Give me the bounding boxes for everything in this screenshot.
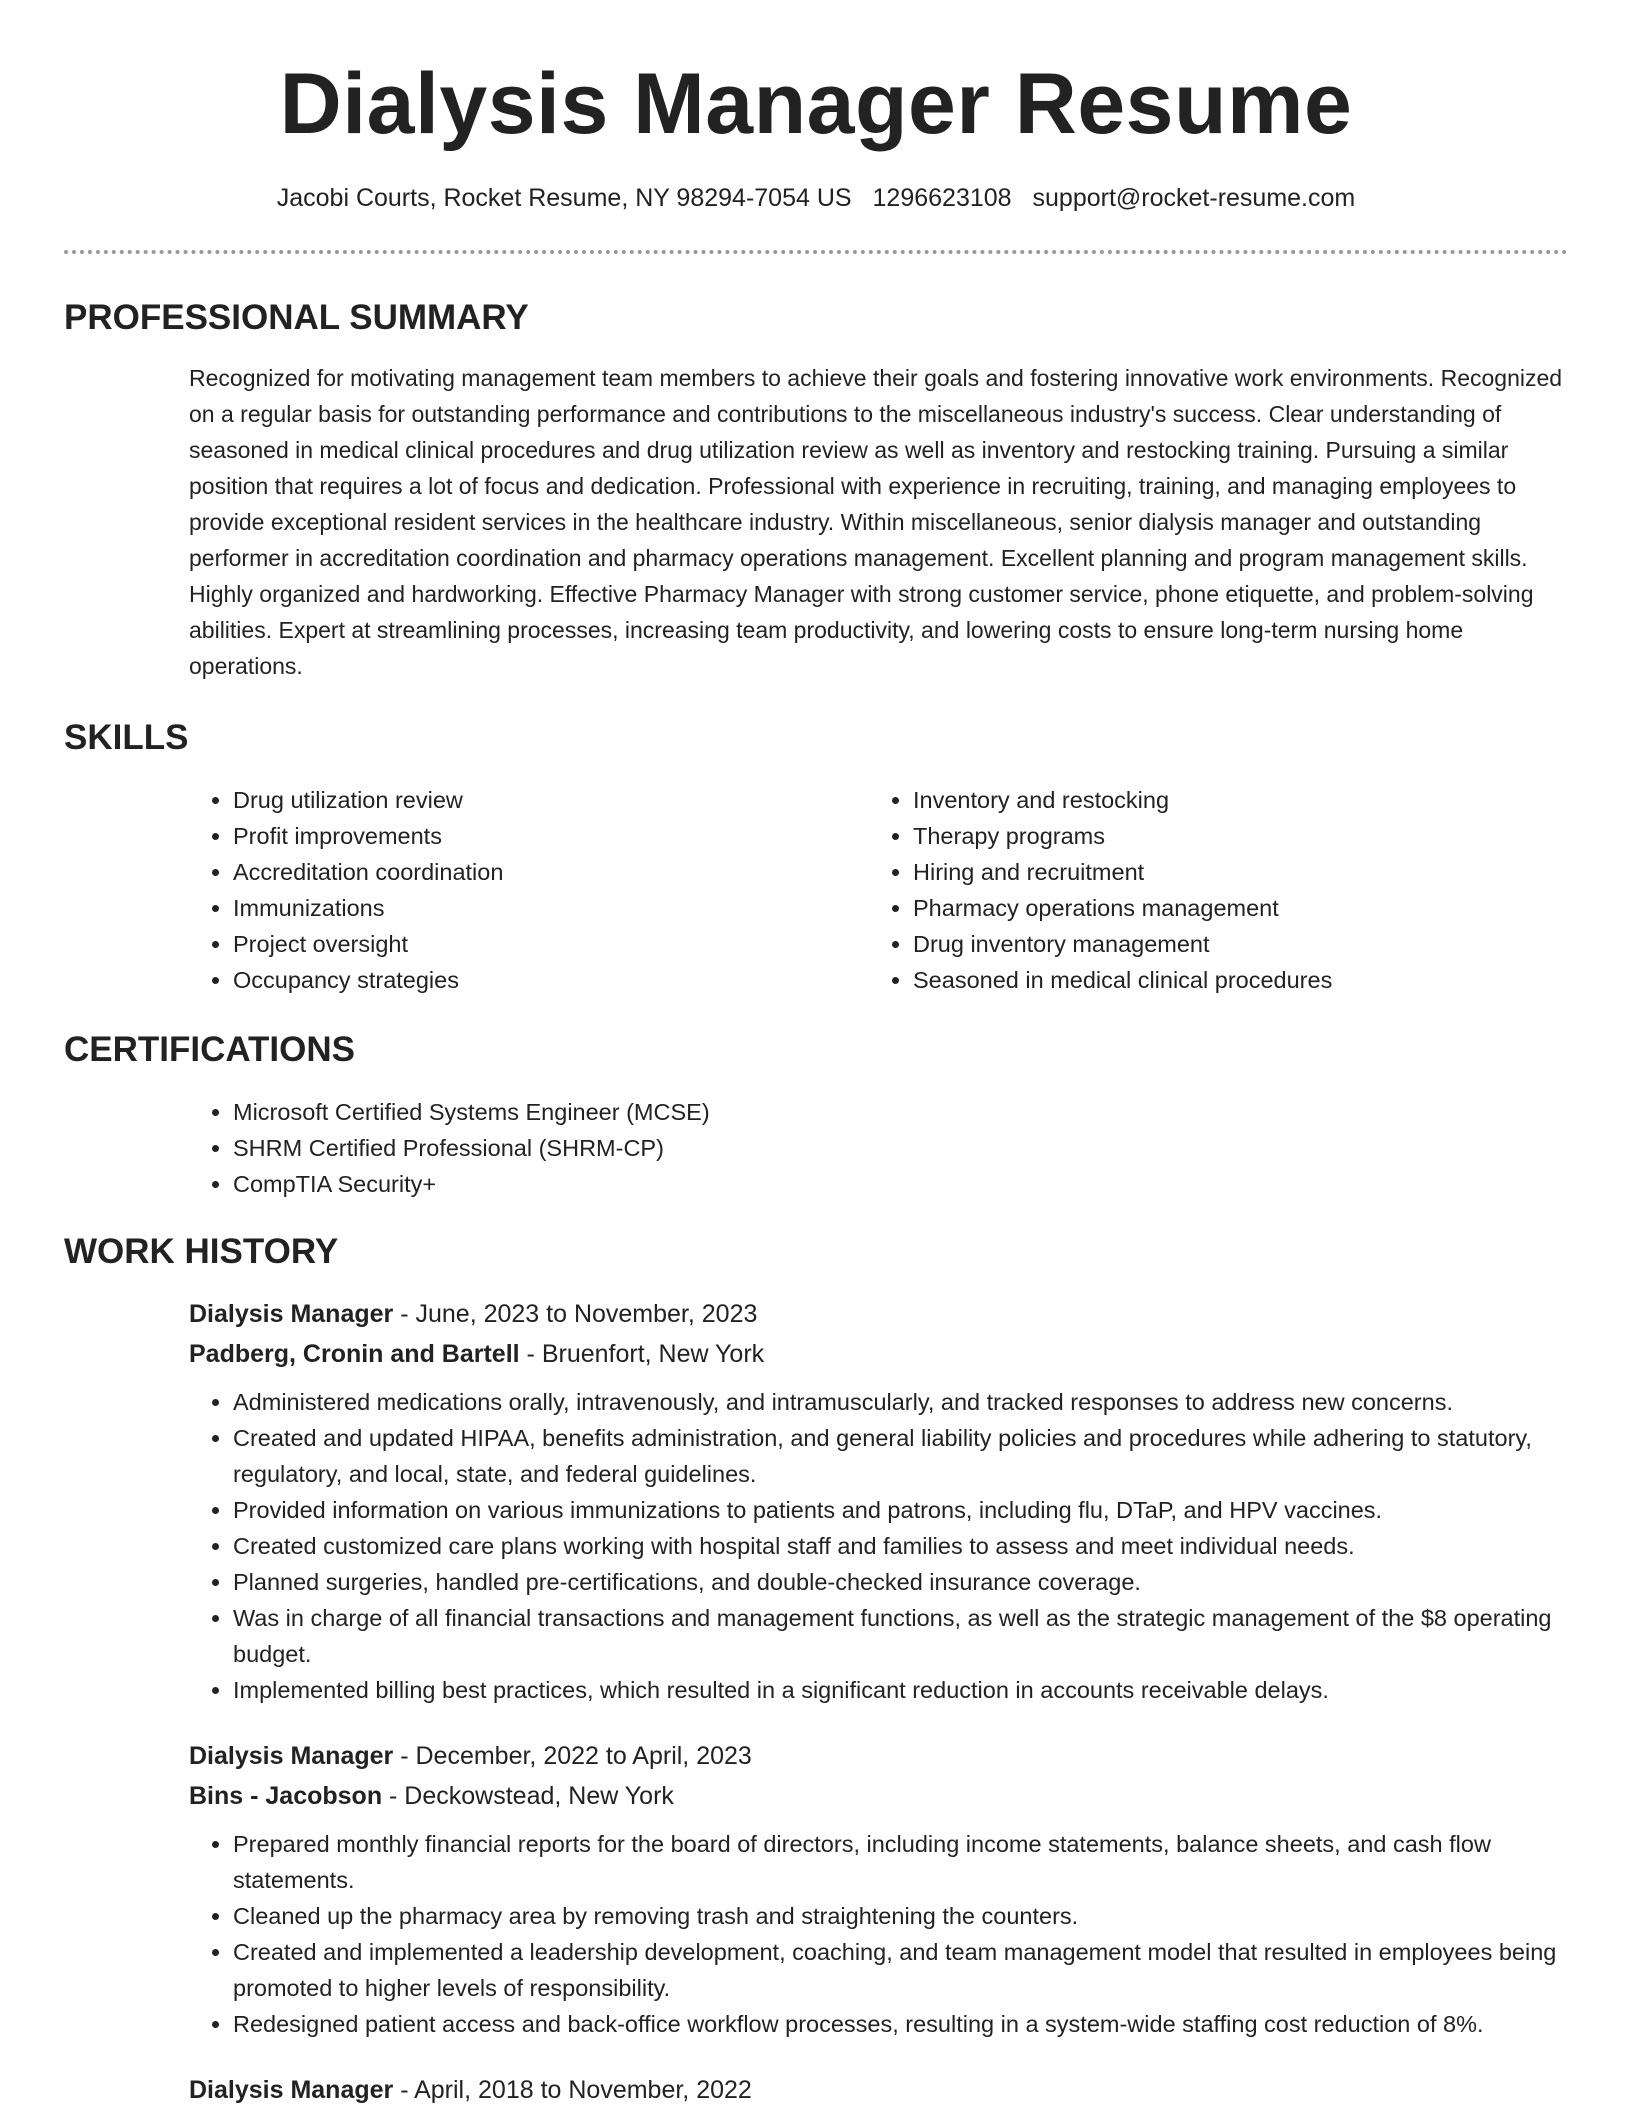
contact-email: support@rocket-resume.com <box>1032 184 1356 212</box>
job-company: Bins - Jacobson <box>189 1782 383 1810</box>
job-dates: - April, 2018 to November, 2022 <box>393 2076 752 2104</box>
job-bullet: • Was in charge of all financial transactions and management functions, as well as the strategic management of the $8 operating budget. <box>233 1600 1568 1672</box>
summary-heading: PROFESSIONAL SUMMARY <box>64 298 529 337</box>
job-company-line <box>189 1776 1568 1816</box>
job-location: - Bruenfort, New York <box>519 1340 765 1368</box>
skill-item: • Hiring and recruitment <box>913 854 1549 890</box>
job-company: Padberg, Cronin and Bartell <box>189 1340 520 1368</box>
resume-header <box>0 0 1632 214</box>
skill-item: • Seasoned in medical clinical procedures <box>913 962 1549 998</box>
job-entry <box>189 1294 1568 1708</box>
skill-item: • Immunizations <box>233 890 869 926</box>
job-location: - Deckowstead, New York <box>382 1782 674 1810</box>
skill-item: • Profit improvements <box>233 818 869 854</box>
job-bullet: • Implemented billing best practices, which resulted in a significant reduction in accounts receivable delays. <box>233 1672 1568 1708</box>
skills-heading: SKILLS <box>64 718 189 757</box>
certification-item: • CompTIA Security+ <box>233 1166 1568 1202</box>
job-bullet: • Redesigned patient access and back-office workflow processes, resulting in a system-wide staffing cost reduction of 8%. <box>233 2006 1568 2042</box>
job-company-line <box>189 1334 1568 1374</box>
job-title-line <box>189 1294 1568 1334</box>
job-bullet: • Created and implemented a leadership development, coaching, and team management model that resulted in employees being promoted to higher levels of responsibility. <box>233 1934 1568 2006</box>
skill-item: • Inventory and restocking <box>913 782 1549 818</box>
job-bullet: • Administered medications orally, intravenously, and intramuscularly, and tracked responses to address new concerns. <box>233 1384 1568 1420</box>
job-title-line <box>189 1736 1568 1776</box>
skills-section <box>64 716 1568 998</box>
skill-item: • Project oversight <box>233 926 869 962</box>
job-bullet-list <box>189 1384 1568 1708</box>
skills-list-left <box>189 782 869 998</box>
certifications-section <box>64 1028 1568 1202</box>
skill-item: • Occupancy strategies <box>233 962 869 998</box>
job-title-line <box>189 2070 1568 2110</box>
contact-phone: 1296623108 <box>872 184 1012 212</box>
work-history-body <box>189 1294 1568 2110</box>
summary-section <box>64 296 1568 684</box>
resume-title: Dialysis Manager Resume <box>279 56 1353 152</box>
job-bullet: • Provided information on various immunizations to patients and patrons, including flu, DTaP, and HPV vaccines. <box>233 1492 1568 1528</box>
job-bullet: • Cleaned up the pharmacy area by removing trash and straightening the counters. <box>233 1898 1568 1934</box>
contact-line <box>0 182 1632 214</box>
job-bullet: • Planned surgeries, handled pre-certifications, and double-checked insurance coverage. <box>233 1564 1568 1600</box>
work-history-heading: WORK HISTORY <box>64 1232 339 1271</box>
skills-column-left <box>189 782 869 998</box>
job-bullets <box>189 1384 1568 1708</box>
work-history-section <box>64 1230 1568 2110</box>
skill-item: • Pharmacy operations management <box>913 890 1549 926</box>
job-entry <box>189 2070 1568 2110</box>
skill-item: • Drug utilization review <box>233 782 869 818</box>
skill-item: • Drug inventory management <box>913 926 1549 962</box>
job-bullet: • Created customized care plans working with hospital staff and families to assess and meet individual needs. <box>233 1528 1568 1564</box>
skill-item: • Therapy programs <box>913 818 1549 854</box>
certification-item: • Microsoft Certified Systems Engineer (MCSE) <box>233 1094 1568 1130</box>
certifications-heading: CERTIFICATIONS <box>64 1030 356 1069</box>
certifications-body <box>189 1094 1568 1202</box>
job-bullets <box>189 1826 1568 2042</box>
header-divider <box>64 250 1568 254</box>
job-bullet: • Created and updated HIPAA, benefits administration, and general liability policies and procedures while adhering to statutory, regulatory, and local, state, and federal guidelines. <box>233 1420 1568 1492</box>
job-dates: - December, 2022 to April, 2023 <box>393 1742 752 1770</box>
summary-text: Recognized for motivating management team members to achieve their goals and fostering innovative work environments. Recognized on a regular basis for outstanding performance and contributions to the miscellaneous industry's success. Clear understanding of seasoned in medical clinical procedures and drug utilization review as well as inventory and restocking training. Pursuing a similar position that requires a lot of focus and dedication. Professional with experience in recruiting, training, and managing employees to provide exceptional resident services in the healthcare industry. Within miscellaneous, senior dialysis manager and outstanding performer in accreditation coordination and pharmacy operations management. Excellent planning and program management skills. Highly organized and hardworking. Effective Pharmacy Manager with strong customer service, phone etiquette, and problem-solving abilities. Expert at streamlining processes, increasing team productivity, and lowering costs to ensure long-term nursing home operations. <box>189 365 1563 679</box>
job-entry <box>189 1736 1568 2042</box>
job-bullet-list <box>189 1826 1568 2042</box>
job-role: Dialysis Manager <box>189 2076 394 2104</box>
job-bullet: • Prepared monthly financial reports for the board of directors, including income statements, balance sheets, and cash flow statements. <box>233 1826 1568 1898</box>
contact-address: Jacobi Courts, Rocket Resume, NY 98294-7054 US <box>276 184 852 212</box>
skills-list-right <box>869 782 1549 998</box>
skills-grid <box>189 782 1568 998</box>
certification-item: • SHRM Certified Professional (SHRM-CP) <box>233 1130 1568 1166</box>
skills-column-right <box>869 782 1549 998</box>
summary-body <box>189 360 1568 684</box>
job-dates: - June, 2023 to November, 2023 <box>393 1300 758 1328</box>
certifications-list <box>189 1094 1568 1202</box>
job-role: Dialysis Manager <box>189 1742 394 1770</box>
skill-item: • Accreditation coordination <box>233 854 869 890</box>
job-role: Dialysis Manager <box>189 1300 394 1328</box>
